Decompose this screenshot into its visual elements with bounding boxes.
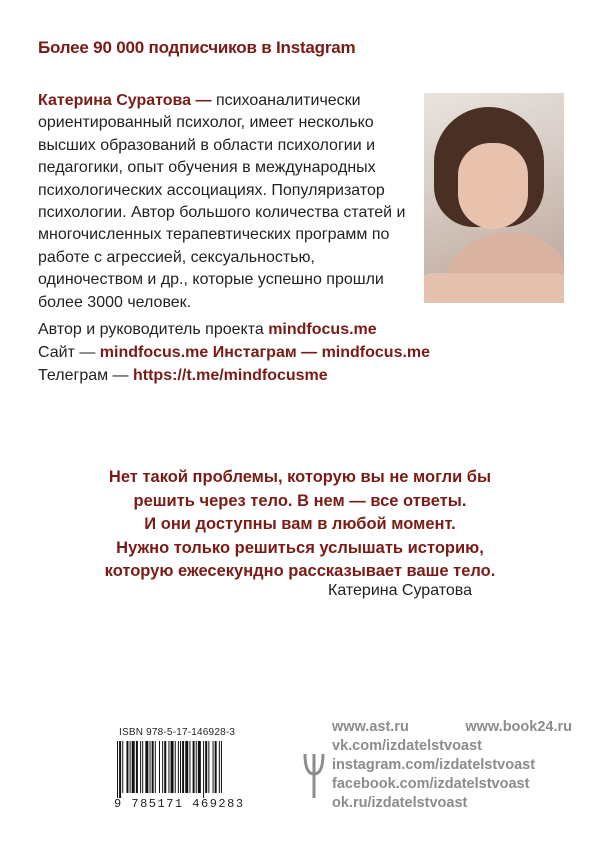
site-link[interactable]: mindfocus.me	[99, 344, 209, 361]
instagram-link[interactable]: mindfocus.me	[321, 344, 431, 361]
barcode-number: 9 785171 469283	[114, 797, 245, 811]
quote	[0, 466, 600, 584]
barcode-bar	[136, 741, 138, 793]
publisher-logo-icon	[303, 752, 325, 800]
telegram-label: Телеграм —	[38, 367, 133, 384]
barcode-bar	[198, 741, 201, 793]
barcode-bar	[193, 741, 195, 793]
barcode-bar	[150, 741, 151, 793]
quote-line: решить через тело. В нем — все ответы.	[133, 491, 467, 510]
barcode-bar	[164, 741, 166, 793]
instagram-label: Инстаграм —	[208, 344, 322, 361]
isbn: ISBN 978-5-17-146928-3	[119, 727, 236, 738]
author-photo	[424, 93, 564, 303]
barcode-bar	[119, 741, 121, 798]
project-line	[38, 318, 430, 341]
project-label: Автор и руководитель проекта	[38, 321, 269, 338]
quote-line: Нужно только решиться услышать историю,	[116, 538, 484, 557]
barcode-bar	[145, 741, 148, 793]
barcode-bar	[208, 741, 209, 793]
barcode-bar	[180, 741, 181, 793]
barcode-bar	[182, 741, 184, 793]
headline: Более 90 000 подписчиков в Instagram	[38, 38, 356, 57]
website-vk[interactable]: vk.com/izdatelstvoast	[332, 738, 482, 754]
barcode-bar	[215, 741, 217, 793]
barcode-bar	[196, 741, 197, 793]
quote-author: Катерина Суратова	[328, 582, 473, 599]
telegram-link[interactable]: https://t.me/mindfocusme	[133, 367, 328, 384]
barcode-bar	[122, 741, 123, 793]
barcode-bar	[221, 741, 222, 793]
site-line	[38, 341, 430, 364]
bio-text: психоаналитически ориентированный психолог, имеет несколько высших образований в области психологии и педагогики, опыт обучения в международных психологических ассоциациях. Популяризатор психологии. Автор большого количества статей и многочисленных терапевтических программ по работе с агрессией, сексуальностью, одиночеством и др., которые успешно прошли более 3000 человек.	[38, 92, 406, 311]
site-label: Сайт —	[38, 344, 100, 361]
barcode	[117, 741, 288, 798]
project-link[interactable]: mindfocus.me	[268, 321, 377, 338]
website-instagram[interactable]: instagram.com/izdatelstvoast	[332, 757, 536, 773]
barcode-bar	[185, 741, 188, 793]
barcode-bar	[126, 741, 128, 793]
barcode-bar	[140, 741, 141, 793]
author-links	[38, 318, 430, 387]
barcode-bar	[162, 741, 163, 793]
quote-line: которую ежесекундно рассказывает ваше тело.	[104, 562, 496, 580]
author-name: Катерина Суратова —	[38, 92, 212, 109]
barcode-bar	[168, 741, 169, 793]
website-ast[interactable]: www.ast.ru	[332, 719, 409, 735]
barcode-bar	[175, 741, 176, 793]
barcode-bar	[171, 741, 174, 793]
barcode-bar	[203, 741, 204, 798]
website-book24[interactable]: www.book24.ru	[465, 719, 572, 735]
website-facebook[interactable]: facebook.com/izdatelstvoast	[332, 776, 530, 792]
barcode-bar	[130, 741, 131, 793]
quote-line: И они доступны вам в любой момент.	[144, 515, 456, 533]
barcode-bar	[219, 741, 220, 793]
barcode-bar	[152, 741, 154, 793]
telegram-line	[38, 364, 430, 387]
barcode-bar	[189, 741, 190, 793]
barcode-bar	[205, 741, 207, 793]
quote-line: Нет такой проблемы, которую вы не могли бы	[108, 468, 492, 486]
barcode-bar	[155, 741, 156, 793]
website-ok[interactable]: ok.ru/izdatelstvoast	[332, 795, 468, 811]
barcode-bar	[142, 741, 143, 793]
barcode-bar	[178, 741, 179, 793]
publisher-websites	[332, 718, 572, 813]
barcode-bar	[132, 741, 135, 793]
barcode-bar	[159, 741, 160, 793]
barcode-bar	[213, 741, 214, 793]
barcode-bar	[117, 741, 118, 798]
author-bio	[38, 90, 416, 314]
